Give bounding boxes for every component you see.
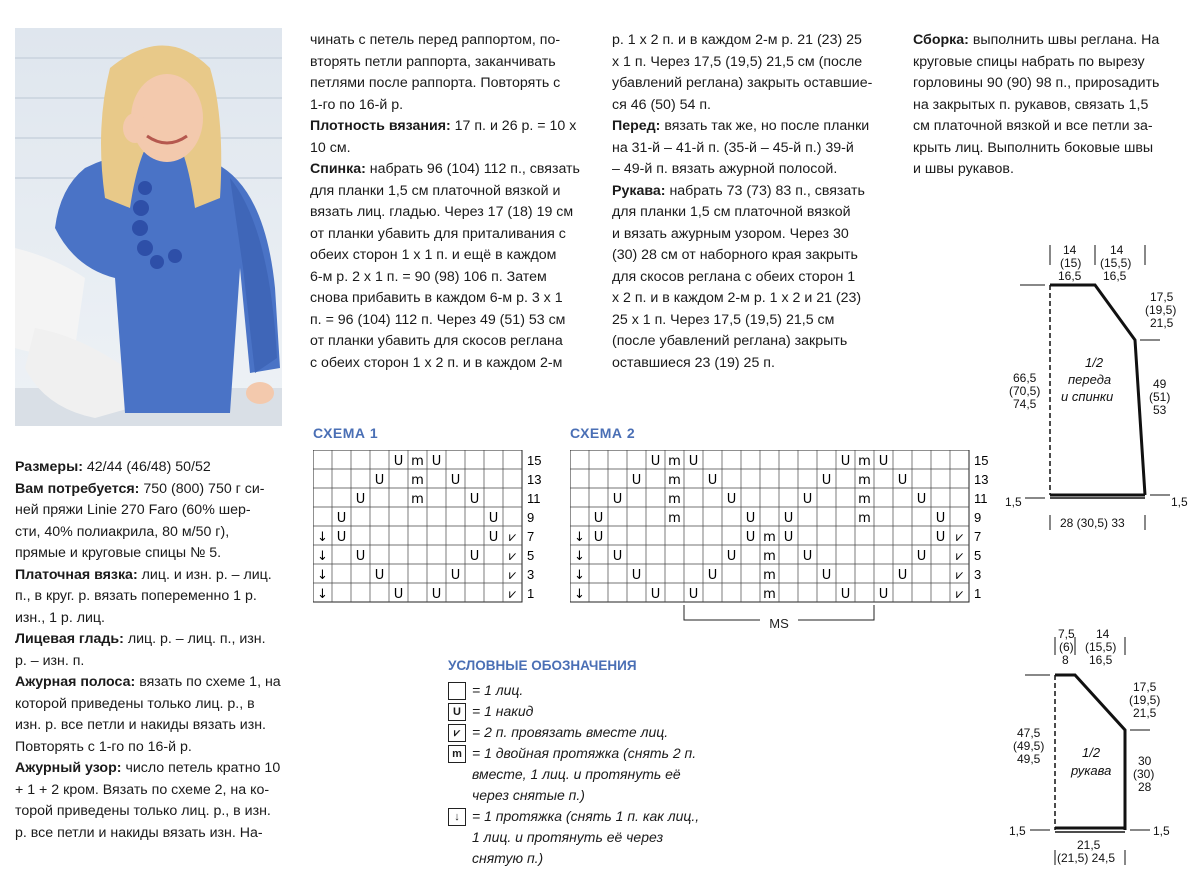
lace-stripe-text: изн. р. все петли и накиды вязать изн. <box>15 717 266 733</box>
legend <box>448 655 748 869</box>
chart-stitch-symbol: U <box>707 568 718 583</box>
chart-stitch-symbol: U <box>897 473 908 488</box>
sleeve-text: (30) 28 см от наборного края закрыть <box>612 247 858 263</box>
assembly-text: см платочной вязкой и все петли за- <box>913 118 1153 134</box>
model-photo-illustration <box>15 28 282 426</box>
chart-stitch-symbol: U <box>393 454 404 469</box>
chart-stitch-symbol: U <box>488 511 499 526</box>
chart-stitch-symbol: U <box>336 511 347 526</box>
garter-text: п., в круг. р. вязать попеременно 1 р. <box>15 588 257 604</box>
gauge-text: 17 п. и 26 р. = 10 х <box>454 118 577 134</box>
chart-stitch-symbol: ↓ <box>574 530 585 545</box>
sleeve-raglan-3: 21,5 <box>1133 706 1157 720</box>
legend-title: УСЛОВНЫЕ ОБОЗНАЧЕНИЯ <box>448 658 637 673</box>
chart-stitch-symbol: m <box>763 549 776 564</box>
body-schematic <box>1005 240 1195 540</box>
chart-row-number: 11 <box>974 491 988 506</box>
body-raglan-2: (19,5) <box>1145 303 1177 317</box>
chart-stitch-symbol: m <box>858 473 871 488</box>
chart-stitch-symbol: U <box>802 492 813 507</box>
legend-yarn-over <box>448 701 748 722</box>
body-top-right-3: 16,5 <box>1103 269 1127 283</box>
chart-row-number: 7 <box>974 529 982 544</box>
chart-stitch-symbol: U <box>688 587 699 602</box>
chart-row-number: 9 <box>527 510 535 525</box>
legend-yo-text: = 1 накид <box>472 703 534 719</box>
paragraph-line: х 1 п. Через 17,5 (19,5) 21,5 см (после <box>612 53 863 70</box>
sleeve-bottom-1: 21,5 <box>1077 838 1101 852</box>
sleeve-side-1: 30 <box>1138 754 1152 768</box>
chart-row-number: 13 <box>527 472 542 487</box>
body-top-right: 14 <box>1110 243 1124 257</box>
chart-row-number: 3 <box>974 567 982 582</box>
chart-stitch-symbol: m <box>411 473 424 488</box>
sleeve-label: Рукава: <box>612 182 666 199</box>
chart-stitch-symbol: U <box>935 511 946 526</box>
chart-stitch-symbol: U <box>355 492 366 507</box>
sleeve-top-right-3: 16,5 <box>1089 653 1113 667</box>
sleeve-text: набрать 73 (73) 83 п., связать <box>669 182 865 199</box>
sleeve-rib-left: 1,5 <box>1009 824 1026 838</box>
assembly-label: Сборка: <box>913 32 969 48</box>
lace-stripe-text: Повторять с 1-го по 16-й р. <box>15 738 192 755</box>
chart-stitch-symbol: m <box>668 473 681 488</box>
chart-stitch-symbol: U <box>612 492 623 507</box>
needs-text: прямые и круговые спицы № 5. <box>15 545 222 561</box>
body-top-left: 14 <box>1063 243 1077 257</box>
chart-stitch-symbol: U <box>916 549 927 564</box>
paragraph-line: ся 46 (50) 54 п. <box>612 96 711 113</box>
chart-stitch-symbol: ⩗ <box>508 549 517 564</box>
needs-text: 750 (800) 750 г си- <box>143 480 265 497</box>
chart-row-number: 15 <box>527 453 542 468</box>
scheme-2-title: СХЕМА 2 <box>570 425 636 441</box>
sleeve-text: х 2 п. и в каждом 2-м р. 1 х 2 и 21 (23) <box>612 290 862 306</box>
sleeve-text: и вязать ажурным узором. Через 30 <box>612 225 849 242</box>
chart-stitch-symbol: U <box>469 549 480 564</box>
back-text: с обеих сторон 1 х 2 п. и в каждом 2-м <box>310 354 563 371</box>
lace-pattern-text: торой приведены только лиц. р., в изн. <box>15 803 271 819</box>
body-raglan-1: 17,5 <box>1150 290 1174 304</box>
body-label-1: 1/2 <box>1085 355 1104 370</box>
legend-double-decrease <box>448 743 748 806</box>
chart-stitch-symbol: m <box>858 511 871 526</box>
sleeve-side-3: 28 <box>1138 780 1152 794</box>
chart-stitch-symbol: U <box>631 568 642 583</box>
lace-pattern-label: Ажурный узор: <box>15 760 122 776</box>
sleeve-top-right-1: 14 <box>1096 627 1110 641</box>
back-text: п. = 96 (104) 112 п. Через 49 (51) 53 см <box>310 311 566 328</box>
lace-pattern-text: р. все петли и накиды вязать изн. На- <box>15 824 263 841</box>
paragraph-line: чинать с петель перед раппортом, по- <box>310 32 561 48</box>
body-label-3: и спинки <box>1061 389 1114 404</box>
stockinette-text: р. – изн. п. <box>15 652 85 669</box>
sizes-value: 42/44 (46/48) 50/52 <box>86 459 211 475</box>
chart-row-number: 5 <box>974 548 982 563</box>
stockinette-text: лиц. р. – лиц. п., изн. <box>127 631 266 647</box>
double-decrease-symbol-icon: m <box>448 745 466 763</box>
column-1 <box>15 457 290 844</box>
chart-stitch-symbol: U <box>802 549 813 564</box>
chart-stitch-symbol: U <box>726 549 737 564</box>
sleeve-height-2: (49,5) <box>1013 739 1045 753</box>
chart-stitch-symbol: ↓ <box>317 530 328 545</box>
chart-stitch-symbol: m <box>411 454 424 469</box>
legend-skp <box>448 806 748 869</box>
sleeve-raglan-2: (19,5) <box>1129 693 1161 707</box>
paragraph-line: петлями после раппорта. Повторять с <box>310 75 561 91</box>
lace-stripe-text: которой приведены только лиц. р., в <box>15 695 255 712</box>
sleeve-schematic <box>1005 625 1195 870</box>
chart-stitch-symbol: ⩗ <box>955 549 964 564</box>
chart-stitch-symbol: m <box>763 587 776 602</box>
sleeve-side-2: (30) <box>1133 767 1155 781</box>
sleeve-height-3: 49,5 <box>1017 752 1041 766</box>
chart-stitch-symbol: ↓ <box>317 568 328 583</box>
assembly-text: и швы рукавов. <box>913 161 1014 177</box>
chart-row-number: 1 <box>527 586 535 601</box>
chart-stitch-symbol: U <box>650 587 661 602</box>
column-4 <box>913 30 1193 181</box>
legend-knit-text: = 1 лиц. <box>472 682 524 698</box>
sleeve-bottom-2: (21,5) 24,5 <box>1057 851 1116 865</box>
chart-stitch-symbol: U <box>726 492 737 507</box>
sleeve-top-left-2: (6) <box>1059 640 1074 654</box>
chart-stitch-symbol: U <box>431 454 442 469</box>
body-label-2: переда <box>1068 372 1112 387</box>
chart-stitch-symbol: m <box>668 511 681 526</box>
column-3 <box>612 30 892 374</box>
legend-k2tog-text: = 2 п. провязать вместе лиц. <box>472 724 669 740</box>
body-bottom: 28 (30,5) 33 <box>1060 516 1125 530</box>
assembly-text: горловины 90 (90) 98 п., приposадить <box>913 75 1160 91</box>
paragraph-line: вторять петли раппорта, заканчивать <box>310 53 556 70</box>
chart-stitch-symbol: U <box>431 587 442 602</box>
skp-symbol-icon: ↓ <box>448 808 466 826</box>
chart-stitch-symbol: m <box>858 492 871 507</box>
garter-label: Платочная вязка: <box>15 566 138 583</box>
chart-stitch-symbol: m <box>858 454 871 469</box>
body-side-2: (51) <box>1149 390 1171 404</box>
chart-stitch-symbol: U <box>469 492 480 507</box>
garter-text: лиц. и изн. р. – лиц. <box>141 566 272 583</box>
chart-row-number: 1 <box>974 586 982 601</box>
assembly-text: крыть лиц. Выполнить боковые швы <box>913 139 1154 156</box>
needs-text: ней пряжи Linie 270 Faro (60% шер- <box>15 502 251 518</box>
back-text: обеих сторон 1 х 1 п. и ещё в каждом <box>310 247 557 263</box>
chart-stitch-symbol: U <box>707 473 718 488</box>
chart-stitch-symbol: U <box>374 568 385 583</box>
chart-stitch-symbol: ⩗ <box>508 587 517 602</box>
legend-dbl-text: = 1 двойная протяжка (снять 2 п. <box>472 745 697 761</box>
chart-stitch-symbol: U <box>650 454 661 469</box>
chart-stitch-symbol: m <box>763 568 776 583</box>
chart-stitch-symbol: U <box>916 492 927 507</box>
gauge-text: 10 см. <box>310 139 351 156</box>
paragraph-line: р. 1 х 2 п. и в каждом 2-м р. 21 (23) 25 <box>612 32 862 48</box>
sleeve-text: 25 х 1 п. Через 17,5 (19,5) 21,5 см <box>612 311 835 328</box>
back-text: 6-м р. 2 х 1 п. = 90 (98) 106 п. Затем <box>310 268 547 285</box>
stockinette-label: Лицевая гладь: <box>15 631 124 647</box>
sleeve-top-left-1: 7,5 <box>1058 627 1075 641</box>
body-height-2: (70,5) <box>1009 384 1041 398</box>
chart-stitch-symbol: U <box>783 530 794 545</box>
chart-stitch-symbol: U <box>593 511 604 526</box>
ms-label: MS <box>769 616 789 631</box>
front-text: – 49-й п. вязать ажурной полосой. <box>612 161 838 177</box>
lace-stripe-label: Ажурная полоса: <box>15 674 136 690</box>
body-side-1: 49 <box>1153 377 1167 391</box>
body-rib-right: 1,5 <box>1171 495 1188 509</box>
chart-stitch-symbol: U <box>688 454 699 469</box>
chart-stitch-symbol: m <box>763 530 776 545</box>
knit-symbol-icon <box>448 682 466 700</box>
needs-label: Вам потребуется: <box>15 480 140 497</box>
chart-stitch-symbol: ↓ <box>317 587 328 602</box>
sleeve-text: для планки 1,5 см платочной вязкой <box>612 204 851 220</box>
chart-stitch-symbol: U <box>450 473 461 488</box>
chart-stitch-symbol: ⩗ <box>955 587 964 602</box>
chart-stitch-symbol: U <box>336 530 347 545</box>
sleeve-label-2: рукава <box>1071 763 1112 778</box>
sleeve-text: для скосов реглана с обеих сторон 1 <box>612 268 856 285</box>
lace-pattern-text: число петель кратно 10 <box>125 760 281 776</box>
chart-stitch-symbol: U <box>355 549 366 564</box>
legend-skp-text: снятую п.) <box>472 850 544 866</box>
legend-knit <box>448 680 748 701</box>
chart-stitch-symbol: ↓ <box>317 549 328 564</box>
front-text: на 31-й – 41-й п. (35-й – 45-й п.) 39-й <box>612 139 854 156</box>
chart-row-number: 13 <box>974 472 989 487</box>
front-label: Перед: <box>612 118 661 134</box>
chart-stitch-symbol: m <box>668 454 681 469</box>
sleeve-top-left-3: 8 <box>1062 653 1069 667</box>
chart-stitch-symbol: U <box>488 530 499 545</box>
scheme-2-chart <box>570 450 1000 635</box>
chart-stitch-symbol: U <box>878 454 889 469</box>
chart-stitch-symbol: U <box>631 473 642 488</box>
chart-stitch-symbol: ↓ <box>574 549 585 564</box>
needs-text: сти, 40% полиакрила, 80 м/50 г), <box>15 523 230 540</box>
lace-pattern-text: + 1 + 2 кром. Вязать по схеме 2, на ко- <box>15 781 270 798</box>
chart-stitch-symbol: U <box>935 530 946 545</box>
body-side-3: 53 <box>1153 403 1167 417</box>
chart-stitch-symbol: U <box>612 549 623 564</box>
scheme-1-title: СХЕМА 1 <box>313 425 379 441</box>
sleeve-label-1: 1/2 <box>1082 745 1101 760</box>
chart-row-number: 3 <box>527 567 535 582</box>
back-text: вязать лиц. гладью. Через 17 (18) 19 см <box>310 204 574 220</box>
k2tog-symbol-icon: ⩗ <box>448 724 466 742</box>
body-raglan-3: 21,5 <box>1150 316 1174 330</box>
chart-stitch-symbol: U <box>393 587 404 602</box>
paragraph-line: убавлений реглана) закрыть оставшие- <box>612 75 873 91</box>
chart-stitch-symbol: ⩗ <box>508 568 517 583</box>
body-height-1: 66,5 <box>1013 371 1037 385</box>
chart-row-number: 9 <box>974 510 982 525</box>
chart-stitch-symbol: m <box>411 492 424 507</box>
sleeve-height-1: 47,5 <box>1017 726 1041 740</box>
back-text: от планки убавить для скосов реглана <box>310 333 563 349</box>
body-height-3: 74,5 <box>1013 397 1037 411</box>
chart-stitch-symbol: U <box>897 568 908 583</box>
chart-stitch-symbol: ↓ <box>574 587 585 602</box>
chart-stitch-symbol: m <box>668 492 681 507</box>
sleeve-rib-right: 1,5 <box>1153 824 1170 838</box>
chart-stitch-symbol: U <box>821 568 832 583</box>
back-text: для планки 1,5 см платочной вязкой и <box>310 182 561 199</box>
assembly-text: на закрытых п. рукавов, связать 1,5 <box>913 96 1149 113</box>
chart-stitch-symbol: ⩗ <box>508 530 517 545</box>
sleeve-top-right-2: (15,5) <box>1085 640 1117 654</box>
legend-dbl-text: вместе, 1 лиц. и протянуть её <box>472 766 681 782</box>
chart-row-number: 15 <box>974 453 989 468</box>
lace-stripe-text: вязать по схеме 1, на <box>139 674 281 690</box>
body-rib-left: 1,5 <box>1005 495 1022 509</box>
column-2 <box>310 30 590 374</box>
chart-stitch-symbol: U <box>745 530 756 545</box>
body-top-left-3: 16,5 <box>1058 269 1082 283</box>
chart-row-number: 7 <box>527 529 535 544</box>
back-text: от планки убавить для приталивания с <box>310 225 566 242</box>
chart-stitch-symbol: ⩗ <box>955 530 964 545</box>
sleeve-raglan-1: 17,5 <box>1133 680 1157 694</box>
sleeve-text: (после убавлений реглана) закрыть <box>612 333 848 349</box>
assembly-text: выполнить швы реглана. На <box>972 32 1160 48</box>
chart-stitch-symbol: U <box>840 587 851 602</box>
chart-stitch-symbol: ⩗ <box>955 568 964 583</box>
chart-stitch-symbol: U <box>593 530 604 545</box>
chart-stitch-symbol: ↓ <box>574 568 585 583</box>
chart-stitch-symbol: U <box>840 454 851 469</box>
model-photo <box>15 28 282 426</box>
chart-row-number: 11 <box>527 491 541 506</box>
chart-stitch-symbol: U <box>450 568 461 583</box>
chart-stitch-symbol: U <box>878 587 889 602</box>
back-label: Спинка: <box>310 161 366 177</box>
body-top-right-2: (15,5) <box>1100 256 1132 270</box>
paragraph-line: 1-го по 16-й р. <box>310 96 404 113</box>
garter-text: изн., 1 р. лиц. <box>15 609 105 626</box>
chart-row-number: 5 <box>527 548 535 563</box>
chart-stitch-symbol: U <box>783 511 794 526</box>
chart-stitch-symbol: U <box>745 511 756 526</box>
scheme-1-chart <box>313 450 553 605</box>
back-text: набрать 96 (104) 112 п., связать <box>369 161 580 177</box>
body-top-left-2: (15) <box>1060 256 1082 270</box>
legend-skp-text: 1 лиц. и протянуть её через <box>472 829 664 845</box>
chart-stitch-symbol: U <box>821 473 832 488</box>
sleeve-text: оставшиеся 23 (19) 25 п. <box>612 354 775 371</box>
chart-stitch-symbol: U <box>374 473 385 488</box>
yarn-over-symbol-icon: U <box>448 703 466 721</box>
legend-skp-text: = 1 протяжка (снять 1 п. как лиц., <box>472 808 700 824</box>
gauge-label: Плотность вязания: <box>310 118 451 134</box>
sizes-label: Размеры: <box>15 459 83 475</box>
legend-k2tog <box>448 722 748 743</box>
legend-dbl-text: через снятые п.) <box>472 787 585 803</box>
back-text: снова прибавить в каждом 6-м р. 3 х 1 <box>310 290 563 306</box>
assembly-text: круговые спицы набрать по вырезу <box>913 53 1145 70</box>
front-text: вязать так же, но после планки <box>664 118 870 134</box>
